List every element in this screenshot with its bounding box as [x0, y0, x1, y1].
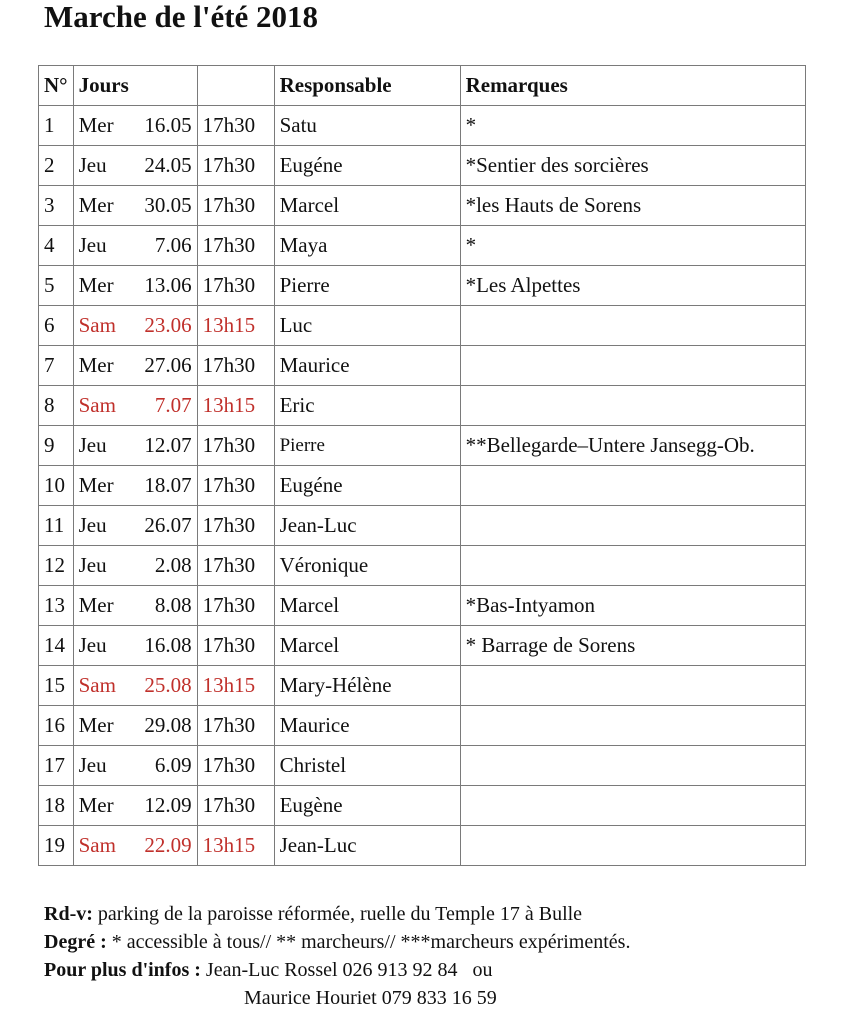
cell-day: [73, 826, 197, 866]
day-name: Mer: [78, 273, 114, 297]
cell-responsable: Eugène: [274, 786, 460, 826]
schedule-table: [38, 65, 806, 866]
table-header-row: [39, 66, 806, 106]
day-date: 23.06: [144, 313, 192, 337]
cell-day: [73, 146, 197, 186]
header-time: [197, 66, 274, 106]
day-name: Mer: [78, 793, 114, 817]
cell-responsable: Mary-Hélène: [274, 666, 460, 706]
cell-no: 14: [39, 626, 74, 666]
cell-day: [73, 466, 197, 506]
cell-no: 18: [39, 786, 74, 826]
cell-day: [73, 746, 197, 786]
cell-time: 13h15: [197, 386, 274, 426]
cell-day: [73, 346, 197, 386]
day-date: 16.08: [144, 633, 192, 657]
cell-day: [73, 426, 197, 466]
cell-day: [73, 306, 197, 346]
day-name: Jeu: [78, 433, 107, 457]
cell-responsable: Marcel: [274, 586, 460, 626]
table-row: [39, 266, 806, 306]
infos-text: Jean-Luc Rossel 026 913 92 84 ou: [200, 959, 493, 981]
cell-remarques: [460, 826, 805, 866]
cell-time: 13h15: [197, 826, 274, 866]
cell-day: [73, 506, 197, 546]
cell-day: [73, 266, 197, 306]
cell-time: 17h30: [197, 506, 274, 546]
cell-responsable: Pierre: [274, 266, 460, 306]
cell-time: 17h30: [197, 746, 274, 786]
cell-remarques: *Les Alpettes: [460, 266, 805, 306]
table-row: [39, 506, 806, 546]
day-name: Jeu: [78, 753, 107, 777]
cell-day: [73, 786, 197, 826]
cell-responsable: Marcel: [274, 186, 460, 226]
infos-line-2: [44, 984, 630, 1012]
cell-time: 17h30: [197, 466, 274, 506]
day-date: 6.09: [154, 753, 192, 777]
cell-time: 17h30: [197, 426, 274, 466]
cell-no: 8: [39, 386, 74, 426]
cell-time: 17h30: [197, 546, 274, 586]
cell-no: 13: [39, 586, 74, 626]
cell-no: 10: [39, 466, 74, 506]
day-date: 12.09: [144, 793, 192, 817]
table-row: [39, 146, 806, 186]
cell-time: 17h30: [197, 106, 274, 146]
day-name: Sam: [78, 833, 116, 857]
table-row: [39, 546, 806, 586]
table-row: [39, 226, 806, 266]
cell-responsable: Maurice: [274, 346, 460, 386]
day-name: Sam: [78, 393, 116, 417]
day-name: Sam: [78, 313, 116, 337]
day-name: Jeu: [78, 553, 107, 577]
table-row: [39, 306, 806, 346]
day-name: Mer: [78, 713, 114, 737]
cell-responsable: Satu: [274, 106, 460, 146]
cell-no: 5: [39, 266, 74, 306]
cell-no: 19: [39, 826, 74, 866]
cell-responsable: Maurice: [274, 706, 460, 746]
day-date: 8.08: [154, 593, 192, 617]
cell-responsable: Christel: [274, 746, 460, 786]
cell-time: 13h15: [197, 306, 274, 346]
cell-no: 6: [39, 306, 74, 346]
cell-no: 7: [39, 346, 74, 386]
cell-no: 2: [39, 146, 74, 186]
cell-remarques: *les Hauts de Sorens: [460, 186, 805, 226]
cell-remarques: [460, 746, 805, 786]
cell-no: 11: [39, 506, 74, 546]
page-title: Marche de l'été 2018: [44, 0, 319, 34]
infos-line: [44, 956, 630, 984]
cell-remarques: [460, 506, 805, 546]
cell-day: [73, 106, 197, 146]
cell-responsable: Pierre: [274, 426, 460, 466]
cell-remarques: [460, 306, 805, 346]
table-row: [39, 106, 806, 146]
cell-day: [73, 586, 197, 626]
infos-label: Pour plus d'infos :: [44, 959, 201, 981]
cell-time: 17h30: [197, 346, 274, 386]
cell-remarques: [460, 386, 805, 426]
cell-no: 9: [39, 426, 74, 466]
table-row: [39, 626, 806, 666]
degre-text: * accessible à tous// ** marcheurs// ***marcheurs expérimentés.: [106, 931, 631, 953]
header-responsable: Responsable: [274, 66, 460, 106]
day-name: Mer: [78, 473, 114, 497]
cell-time: 17h30: [197, 146, 274, 186]
cell-day: [73, 706, 197, 746]
cell-day: [73, 386, 197, 426]
cell-no: 16: [39, 706, 74, 746]
day-date: 27.06: [144, 353, 192, 377]
cell-time: 17h30: [197, 226, 274, 266]
day-name: Jeu: [78, 513, 107, 537]
cell-day: [73, 626, 197, 666]
cell-responsable: Eugéne: [274, 466, 460, 506]
cell-remarques: [460, 786, 805, 826]
day-date: 25.08: [144, 673, 192, 697]
cell-responsable: Luc: [274, 306, 460, 346]
rdv-line: [44, 900, 630, 928]
cell-no: 12: [39, 546, 74, 586]
cell-no: 4: [39, 226, 74, 266]
cell-remarques: *Sentier des sorcières: [460, 146, 805, 186]
cell-responsable: Véronique: [274, 546, 460, 586]
table-row: [39, 466, 806, 506]
cell-time: 17h30: [197, 626, 274, 666]
cell-responsable: Eric: [274, 386, 460, 426]
cell-responsable: Jean-Luc: [274, 506, 460, 546]
cell-responsable: Maya: [274, 226, 460, 266]
schedule-body: [39, 106, 806, 866]
day-date: 2.08: [154, 553, 192, 577]
day-name: Jeu: [78, 633, 107, 657]
cell-remarques: [460, 706, 805, 746]
day-name: Jeu: [78, 153, 107, 177]
header-jours: Jours: [73, 66, 197, 106]
cell-responsable: Jean-Luc: [274, 826, 460, 866]
cell-remarques: **Bellegarde–Untere Jansegg-Ob.: [460, 426, 805, 466]
day-date: 29.08: [144, 713, 192, 737]
cell-no: 15: [39, 666, 74, 706]
cell-day: [73, 546, 197, 586]
day-name: Mer: [78, 193, 114, 217]
cell-time: 17h30: [197, 186, 274, 226]
table-row: [39, 186, 806, 226]
day-date: 16.05: [144, 113, 192, 137]
cell-remarques: [460, 666, 805, 706]
day-date: 7.07: [154, 393, 192, 417]
day-name: Mer: [78, 353, 114, 377]
table-row: [39, 826, 806, 866]
rdv-label: Rd-v:: [44, 903, 93, 925]
cell-no: 1: [39, 106, 74, 146]
day-date: 7.06: [154, 233, 192, 257]
cell-time: 17h30: [197, 586, 274, 626]
header-no: N°: [39, 66, 74, 106]
day-name: Sam: [78, 673, 116, 697]
header-remarques: Remarques: [460, 66, 805, 106]
cell-no: 17: [39, 746, 74, 786]
cell-day: [73, 666, 197, 706]
table-row: [39, 426, 806, 466]
footer-info: [44, 900, 630, 1012]
cell-responsable: Marcel: [274, 626, 460, 666]
day-name: Mer: [78, 113, 114, 137]
degre-line: [44, 928, 630, 956]
table-row: [39, 706, 806, 746]
table-row: [39, 586, 806, 626]
cell-time: 17h30: [197, 706, 274, 746]
cell-remarques: [460, 466, 805, 506]
day-date: 18.07: [144, 473, 192, 497]
day-date: 13.06: [144, 273, 192, 297]
day-name: Jeu: [78, 233, 107, 257]
cell-responsable: Eugéne: [274, 146, 460, 186]
cell-remarques: [460, 346, 805, 386]
cell-remarques: *: [460, 226, 805, 266]
table-row: [39, 386, 806, 426]
cell-no: 3: [39, 186, 74, 226]
rdv-text: parking de la paroisse réformée, ruelle du Temple 17 à Bulle: [92, 903, 583, 925]
table-row: [39, 746, 806, 786]
cell-time: 17h30: [197, 786, 274, 826]
cell-remarques: *Bas-Intyamon: [460, 586, 805, 626]
cell-remarques: [460, 546, 805, 586]
day-date: 12.07: [144, 433, 192, 457]
cell-day: [73, 186, 197, 226]
infos-text-2: Maurice Houriet 079 833 16 59: [244, 987, 497, 1009]
day-date: 26.07: [144, 513, 192, 537]
day-name: Mer: [78, 593, 114, 617]
day-date: 30.05: [144, 193, 192, 217]
cell-time: 17h30: [197, 266, 274, 306]
degre-label: Degré :: [44, 931, 107, 953]
table-row: [39, 346, 806, 386]
cell-remarques: *: [460, 106, 805, 146]
table-row: [39, 666, 806, 706]
table-row: [39, 786, 806, 826]
cell-remarques: * Barrage de Sorens: [460, 626, 805, 666]
cell-day: [73, 226, 197, 266]
day-date: 24.05: [144, 153, 192, 177]
cell-time: 13h15: [197, 666, 274, 706]
day-date: 22.09: [144, 833, 192, 857]
